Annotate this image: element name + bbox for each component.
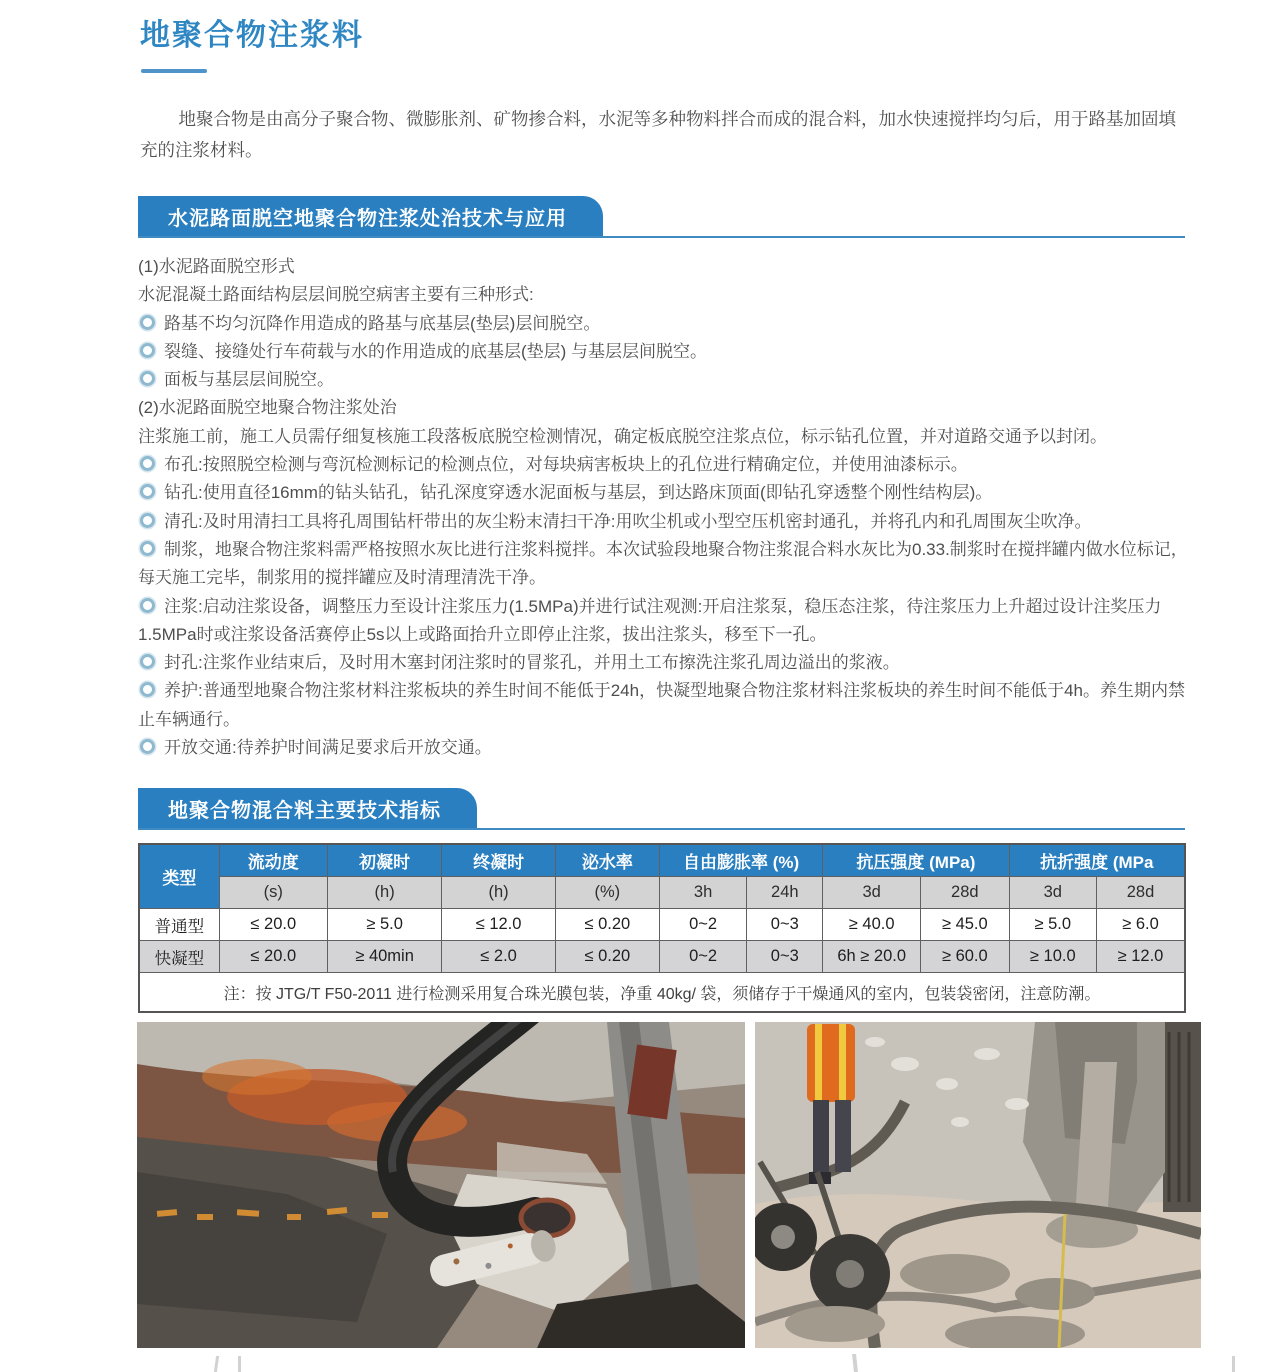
photo-grouting-site	[755, 1022, 1201, 1348]
bullet-item: 钻孔:使用直径16mm的钻头钻孔，钻孔深度穿透水泥面板与基层，到达路床顶面(即钻孔穿透整个刚性结构层)。	[138, 479, 1188, 507]
table-row	[139, 941, 1185, 973]
spec-table-head	[139, 844, 1185, 909]
bullet-item: 养护:普通型地聚合物注浆材料注浆板块的养生时间不能低于24h，快凝型地聚合物注浆材料注浆板块的养生时间不能低于4h。养生期内禁止车辆通行。	[138, 681, 1185, 729]
col-subheader: 3h	[659, 877, 746, 909]
text-line: 水泥混凝土路面结构层层间脱空病害主要有三种形式:	[138, 285, 534, 305]
section1-banner: 水泥路面脱空地聚合物注浆处治技术与应用	[138, 196, 603, 236]
col-subheader: 24h	[747, 877, 823, 909]
value-cell: ≥ 40.0	[823, 909, 921, 941]
value-cell: ≥ 45.0	[921, 909, 1009, 941]
spec-table-body	[139, 909, 1185, 1013]
col-subheader: (h)	[327, 877, 441, 909]
value-cell: ≤ 2.0	[442, 941, 555, 973]
value-cell: ≤ 20.0	[219, 941, 327, 973]
value-cell: ≤ 0.20	[555, 909, 659, 941]
page-edge-artifact	[852, 1354, 858, 1372]
ring-bullet-icon	[140, 654, 155, 669]
page-edge-artifact	[238, 1356, 241, 1372]
bullet-item: 布孔:按照脱空检测与弯沉检测标记的检测点位，对每块病害板块上的孔位进行精确定位，并使用油漆标示。	[138, 451, 1188, 479]
grouting-worksite-image	[755, 1022, 1201, 1348]
page-title: 地聚合物注浆料	[140, 19, 364, 52]
col-subheader: 28d	[921, 877, 1009, 909]
col-header: 终凝时	[442, 844, 555, 877]
col-subheader: 3d	[1009, 877, 1096, 909]
value-cell: ≤ 12.0	[442, 909, 555, 941]
value-cell: ≥ 12.0	[1096, 941, 1185, 973]
title-underline	[141, 69, 207, 73]
col-subheader: (s)	[219, 877, 327, 909]
section2-banner-row	[138, 788, 1185, 830]
ring-bullet-icon	[140, 456, 155, 471]
col-subheader: (%)	[555, 877, 659, 909]
bullet-item: 裂缝、接缝处行车荷载与水的作用造成的底基层(垫层) 与基层层间脱空。	[138, 338, 1188, 366]
col-header: 自由膨胀率 (%)	[659, 844, 822, 877]
bullet-item: 注浆:启动注浆设备，调整压力至设计注浆压力(1.5MPa)并进行试注观测:开启注浆泵，稳压态注浆，待注浆压力上升超过设计注奖压力1.5MPa时或注浆设备活赛停止5s以上或路面抬升立即停止注浆，拔出注浆头，移至下一孔。	[138, 596, 1162, 644]
pavement-grouting-hose-image	[137, 1022, 745, 1348]
value-cell: 0~2	[659, 909, 746, 941]
col-subheader: (h)	[442, 877, 555, 909]
bullet-item: 制浆，地聚合物注浆料需严格按照水灰比进行注浆料搅拌。本次试验段地聚合物注浆混合料水灰比为0.33.制浆时在搅拌罐内做水位标记，每天施工完毕，制浆用的搅拌罐应及时清理清洗干净。	[138, 539, 1188, 588]
col-header: 类型	[139, 844, 219, 909]
col-subheader: 28d	[1096, 877, 1185, 909]
col-header: 抗压强度 (MPa)	[823, 844, 1009, 877]
col-header: 泌水率	[555, 844, 659, 877]
row-type-cell: 普通型	[139, 909, 219, 941]
value-cell: ≥ 10.0	[1009, 941, 1096, 973]
row-type-cell: 快凝型	[139, 941, 219, 973]
spec-table	[138, 843, 1186, 1013]
value-cell: 0~2	[659, 941, 746, 973]
bullet-item: 路基不均匀沉降作用造成的路基与底基层(垫层)层间脱空。	[138, 310, 1188, 338]
value-cell: ≤ 20.0	[219, 909, 327, 941]
ring-bullet-icon	[140, 484, 155, 499]
ring-bullet-icon	[140, 541, 155, 556]
ring-bullet-icon	[140, 682, 155, 697]
value-cell: ≥ 5.0	[1009, 909, 1096, 941]
note-row	[139, 973, 1185, 1013]
value-cell: 0~3	[747, 909, 823, 941]
col-header: 抗折强度 (MPa	[1009, 844, 1185, 877]
table-row	[139, 909, 1185, 941]
col-header: 初凝时	[327, 844, 441, 877]
bullet-item: 封孔:注浆作业结束后，及时用木塞封闭注浆时的冒浆孔，并用土工布擦洗注浆孔周边溢出的浆液。	[138, 649, 1188, 677]
value-cell: ≤ 0.20	[555, 941, 659, 973]
text-line: 注浆施工前，施工人员需仔细复核施工段落板底脱空检测情况，确定板底脱空注浆点位，标示钻孔位置，并对道路交通予以封闭。	[138, 426, 1107, 446]
bullet-item: 清孔:及时用清扫工具将孔周围钻杆带出的灰尘粉末清扫干净:用吹尘机或小型空压机密封通孔，并将孔内和孔周围灰尘吹净。	[138, 508, 1188, 536]
bullet-item: 面板与基层层间脱空。	[138, 366, 1188, 394]
section2-banner: 地聚合物混合料主要技术指标	[138, 788, 477, 828]
value-cell: 0~3	[747, 941, 823, 973]
ring-bullet-icon	[140, 343, 155, 358]
text-line: (1)水泥路面脱空形式	[138, 257, 295, 276]
col-subheader: 3d	[823, 877, 921, 909]
ring-bullet-icon	[140, 598, 155, 613]
value-cell: ≥ 5.0	[327, 909, 441, 941]
ring-bullet-icon	[140, 513, 155, 528]
intro-paragraph: 地聚合物是由高分子聚合物、微膨胀剂、矿物掺合料，水泥等多种物料拌合而成的混合料，加水快速搅拌均匀后，用于路基加固填充的注浆材料。	[140, 109, 1176, 160]
value-cell: ≥ 40min	[327, 941, 441, 973]
ring-bullet-icon	[140, 739, 155, 754]
photo-grouting-hose	[137, 1022, 745, 1348]
page-edge-artifact	[214, 1356, 219, 1372]
text-line: (2)水泥路面脱空地聚合物注浆处治	[138, 398, 397, 418]
page-edge-artifact	[1232, 1356, 1235, 1372]
ring-bullet-icon	[140, 371, 155, 386]
value-cell: ≥ 6.0	[1096, 909, 1185, 941]
ring-bullet-icon	[140, 315, 155, 330]
value-cell: 6h ≥ 20.0	[823, 941, 921, 973]
bullet-item: 开放交通:待养护时间满足要求后开放交通。	[138, 734, 1188, 762]
table-note: 注：按 JTG/T F50-2011 进行检测采用复合珠光膜包装，净重 40kg/ 袋，须储存于干燥通风的室内，包装袋密闭，注意防潮。	[139, 973, 1185, 1013]
section1-banner-row	[138, 196, 1185, 238]
value-cell: ≥ 60.0	[921, 941, 1009, 973]
section1-content	[138, 253, 1188, 762]
col-header: 流动度	[219, 844, 327, 877]
